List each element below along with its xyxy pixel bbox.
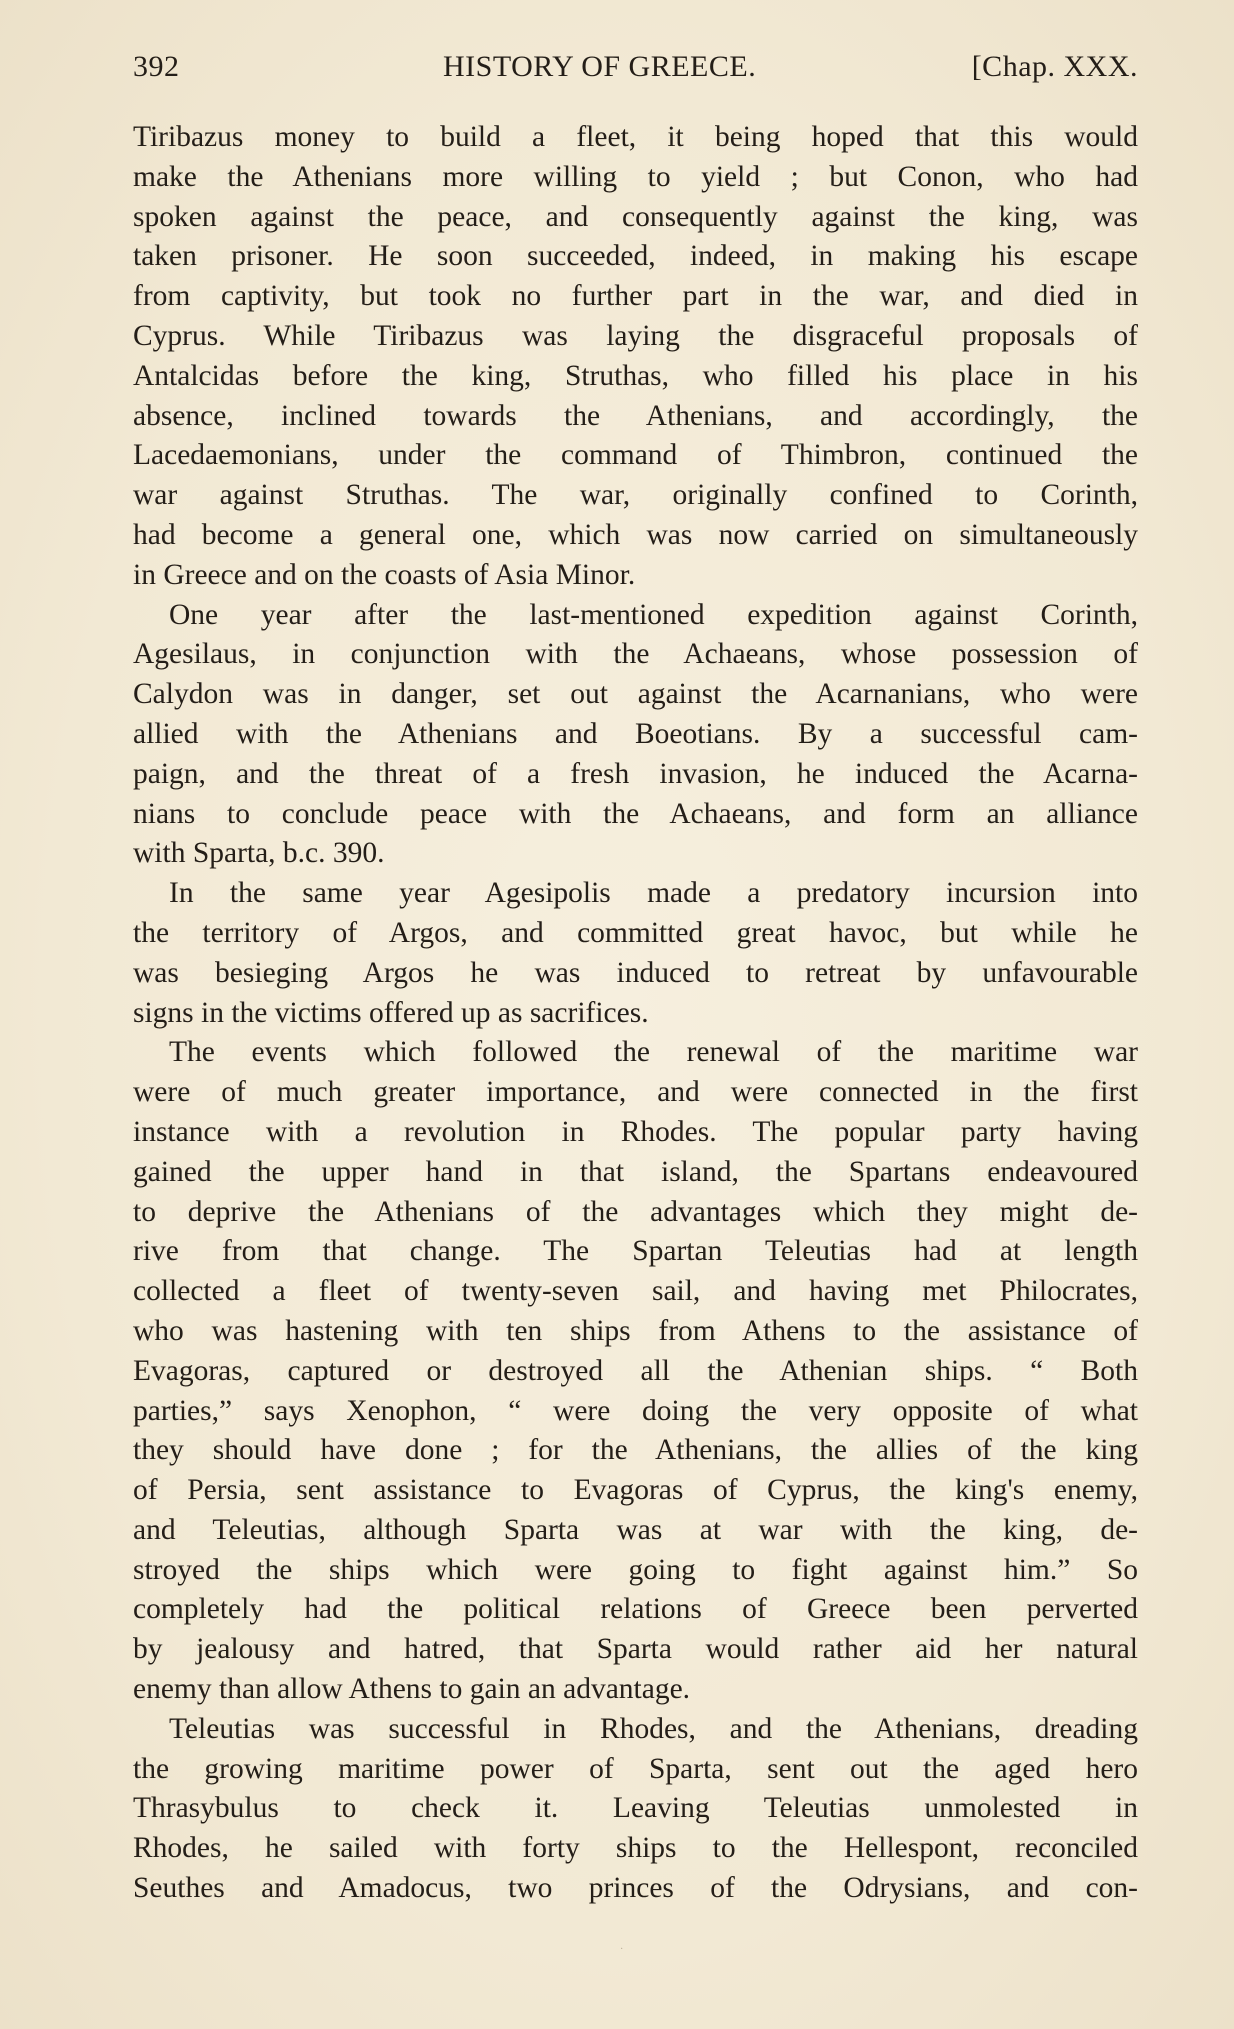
- text-line: nians to conclude peace with the Achaeans, and form an alliance: [133, 797, 1138, 830]
- paper-speck: ·: [620, 1944, 624, 1955]
- text-line: make the Athenians more willing to yield ; but Conon, who had: [133, 160, 1138, 193]
- text-line: was besieging Argos he was induced to retreat by unfavourable: [133, 956, 1138, 989]
- text-line: Tiribazus money to build a fleet, it being hoped that this would: [133, 121, 1138, 153]
- text-line: Lacedaemonians, under the command of Thimbron, continued the: [133, 439, 1138, 472]
- text-line: parties,” says Xenophon, “ were doing the very opposite of what: [133, 1394, 1138, 1427]
- text-line: to deprive the Athenians of the advantages which they might de-: [133, 1195, 1138, 1228]
- text-line: the territory of Argos, and committed great havoc, but while he: [133, 916, 1138, 949]
- text-line: of Persia, sent assistance to Evagoras of Cyprus, the king's enemy,: [133, 1474, 1138, 1507]
- text-line: enemy than allow Athens to gain an advantage.: [133, 1673, 691, 1706]
- text-line: by jealousy and hatred, that Sparta would rather aid her natural: [133, 1633, 1138, 1666]
- text-line: had become a general one, which was now carried on simultaneously: [133, 518, 1138, 551]
- chapter-reference: [Chap. XXX.: [971, 50, 1138, 83]
- text-line: Cyprus. While Tiribazus was laying the disgraceful proposals of: [133, 319, 1138, 352]
- text-line: Thrasybulus to check it. Leaving Teleutias unmolested in: [133, 1792, 1138, 1825]
- text-line: instance with a revolution in Rhodes. The popular party having: [133, 1115, 1138, 1148]
- text-line: the growing maritime power of Sparta, sent out the aged hero: [133, 1752, 1138, 1785]
- text-line: rive from that change. The Spartan Teleutias had at length: [133, 1235, 1138, 1268]
- page-number: 392: [133, 50, 180, 83]
- text-line: and Teleutias, although Sparta was at war with the king, de-: [133, 1513, 1138, 1546]
- text-line: Evagoras, captured or destroyed all the Athenian ships. “ Both: [133, 1354, 1138, 1387]
- running-head: [133, 50, 1138, 94]
- text-line: with Sparta, b.c. 390.: [133, 837, 385, 870]
- text-line: paign, and the threat of a fresh invasion, he induced the Acarna-: [133, 757, 1138, 790]
- text-line: were of much greater importance, and were connected in the first: [133, 1076, 1138, 1109]
- text-line: Rhodes, he sailed with forty ships to the Hellespont, reconciled: [133, 1832, 1138, 1865]
- text-line: completely had the political relations of Greece been perverted: [133, 1593, 1138, 1626]
- text-line: they should have done ; for the Athenians, the allies of the king: [133, 1434, 1138, 1467]
- paragraph-first-line: Teleutias was successful in Rhodes, and the Athenians, dreading: [169, 1712, 1138, 1745]
- text-line: absence, inclined towards the Athenians, and accordingly, the: [133, 399, 1138, 432]
- paragraph-first-line: One year after the last-mentioned expedition against Corinth,: [169, 598, 1138, 631]
- text-line: spoken against the peace, and consequently against the king, was: [133, 200, 1138, 233]
- text-line: who was hastening with ten ships from Athens to the assistance of: [133, 1314, 1138, 1347]
- text-line: collected a fleet of twenty-seven sail, and having met Philocrates,: [133, 1275, 1138, 1308]
- text-line: in Greece and on the coasts of Asia Minor.: [133, 558, 636, 591]
- text-line: taken prisoner. He soon succeeded, indeed, in making his escape: [133, 240, 1138, 273]
- running-title: HISTORY OF GREECE.: [443, 50, 757, 83]
- text-line: Antalcidas before the king, Struthas, who filled his place in his: [133, 359, 1138, 392]
- text-line: Agesilaus, in conjunction with the Achaeans, whose possession of: [133, 638, 1138, 671]
- text-line: stroyed the ships which were going to fight against him.” So: [133, 1553, 1138, 1586]
- text-line: gained the upper hand in that island, the Spartans endeavoured: [133, 1155, 1138, 1188]
- text-line: from captivity, but took no further part in the war, and died in: [133, 280, 1138, 313]
- paragraph-first-line: The events which followed the renewal of the maritime war: [169, 1036, 1138, 1069]
- text-line: war against Struthas. The war, originally confined to Corinth,: [133, 479, 1138, 512]
- text-line: Calydon was in danger, set out against the Acarnanians, who were: [133, 678, 1138, 711]
- text-line: allied with the Athenians and Boeotians. By a successful cam-: [133, 717, 1138, 750]
- text-line: Seuthes and Amadocus, two princes of the Odrysians, and con-: [133, 1872, 1138, 1905]
- text-line: signs in the victims offered up as sacrifices.: [133, 996, 649, 1029]
- body-text: [133, 118, 1138, 1909]
- paragraph-first-line: In the same year Agesipolis made a predatory incursion into: [169, 877, 1138, 910]
